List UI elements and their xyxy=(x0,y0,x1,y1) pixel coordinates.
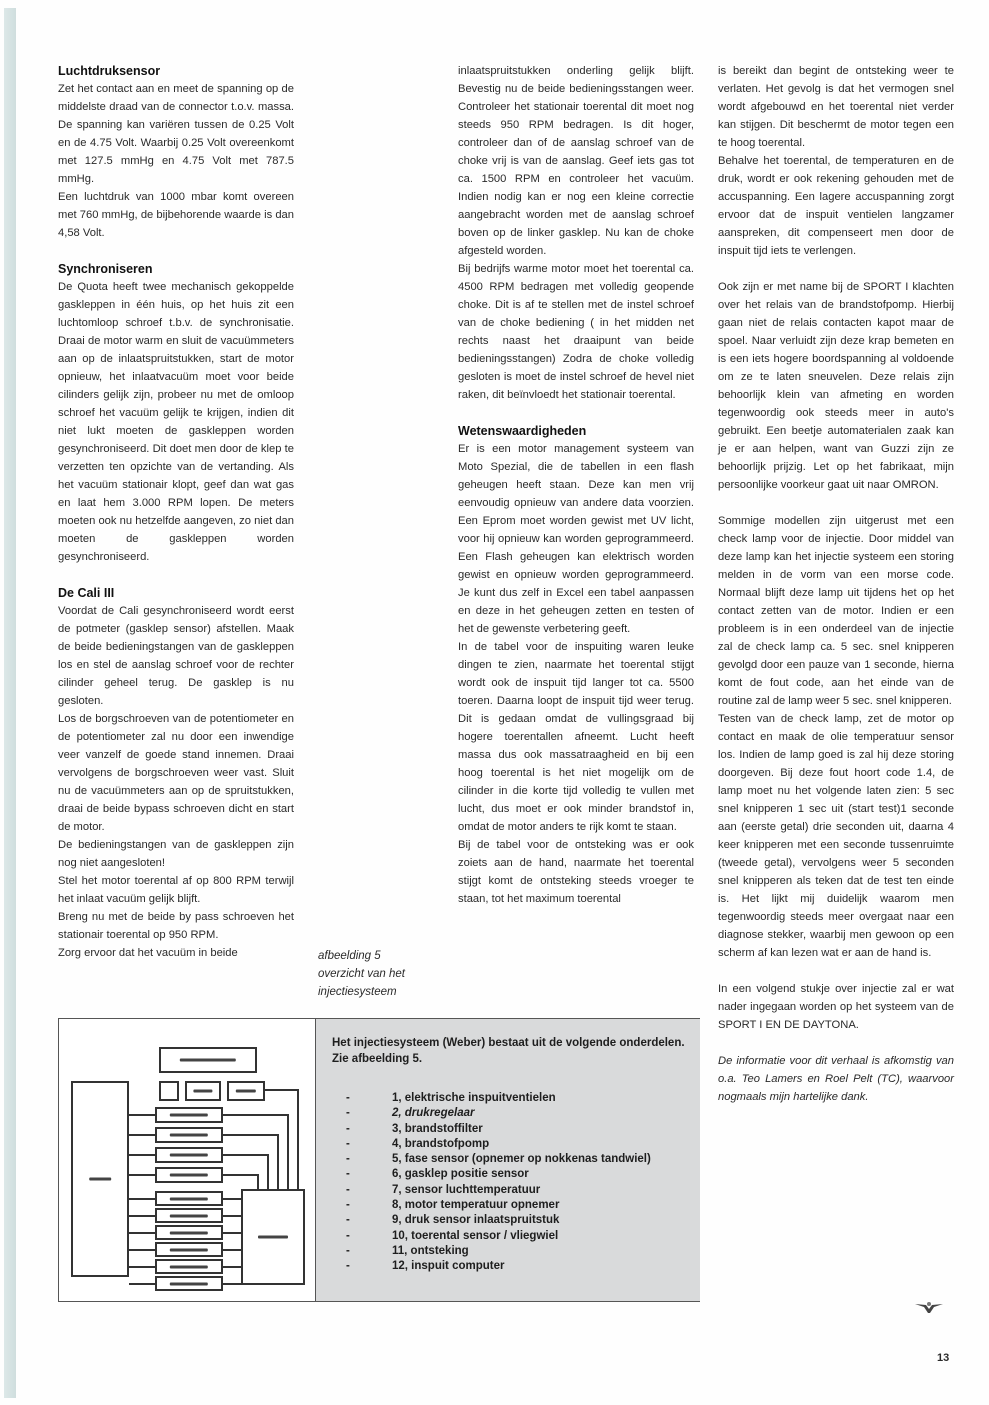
paragraph: Sommige modellen zijn uitgerust met een check lamp voor de injectie. Door middel van deze lamp kan het injectie systeem een storing melden in de vorm van een morse code. Normaal blijft deze lamp uit tijdens het op het contact zetten van de motor. Indien er een probleem is in een onderdeel van de injectie zal de check lamp ca. 5 sec. snel knipperen gevolgd door een pauze van 1 seconde, hierna komt de fout code, aan het einde van de routine zal de lamp weer 5 sec. snel knipperen. xyxy=(718,515,954,707)
eagle-logo-icon xyxy=(914,1300,944,1314)
column-2 xyxy=(458,62,694,908)
paragraph: Bij de tabel voor de ontsteking was er ook zoiets aan de hand, naarmate het toerental stijgt komt de ontsteking steeds vroeger te staan, tot het maximum toerental xyxy=(458,839,694,905)
figure-caption xyxy=(318,947,448,1001)
parts-list-item: - 9, druk sensor inlaatspruitstuk xyxy=(346,1214,560,1227)
column-3 xyxy=(718,62,954,1106)
diagram-box-sensor xyxy=(155,1208,223,1223)
page-number: 13 xyxy=(937,1352,950,1364)
caption-line: overzicht van het xyxy=(318,968,405,980)
diagram-box-injector-2 xyxy=(155,1127,223,1143)
diagram-box-motor xyxy=(71,1081,129,1277)
parts-list-title: Het injectiesysteem (Weber) bestaat uit de volgende onderdelen. Zie afbeelding 5. xyxy=(332,1037,685,1065)
parts-list-item: - 4, brandstofpomp xyxy=(346,1137,490,1150)
heading-luchtdruksensor: Luchtdruksensor xyxy=(58,64,161,78)
paragraph: Zorg ervoor dat het vacuüm in beide xyxy=(58,947,238,959)
paragraph: In de tabel voor de inspuiting waren leuke dingen te zien, naarmate het toerental stijgt wordt ook de inspuit tijd langer tot ca. 5500 toeren. Daarna loopt de inspuit tijd weer terug. Dit is gedaan omdat de vullingsgraad bij hogere toerentallen afneemt. Lucht heeft massa dus ook massatraagheid en bij een hoog toerental is het niet mogelijk om de cilinder in die korte tijd volledig te vullen met lucht, dus moet er ook minder brandstof in, omdat de motor anders te rijk komt te staan. xyxy=(458,641,694,833)
column-1 xyxy=(58,62,294,962)
paragraph: Ook zijn er met name bij de SPORT I klachten over het relais van de brandstofpomp. Hierbij gaan niet de relais contacten kapot maar de spoel. Naar verluidt zijn deze krap bemeten en is een iets hogere boordspanning al voldoende om ze te laten sneuvelen. Deze relais zijn behoorlijk klein van afmeting en worden tegenwoordig ook steeds meer in auto's gebruikt. Een beetje automaterialen zaak kan je er aan helpen, want van Guzzi zijn ze behoorlijk prijzig. Let op het fabrikaat, mijn persoonlijke voorkeur gaat uit naar OMRON. xyxy=(718,281,954,491)
paragraph: De Quota heeft twee mechanisch gekoppelde gaskleppen in één huis, op het huis zit een luchtomloop schroef t.b.v. de synchronisatie. Draai de motor warm en sluit de vacuümmeters aan op de inlaatspruitstukken, start de motor opnieuw, het inlaatvacuüm moet voor beide cilinders gelijk zijn, probeer nu met de omloop schroef het vacuüm gelijk te krijgen, indien dit niet lukt moeten de gaskleppen worden gesynchroniseerd. Dit doet men door de klep te verzetten ten opzichte van de vertanding. Als het vacuüm stationair klopt, geef dan wat gas en laat hem 3.000 RPM lopen. De meters moeten ook nu hetzelfde aangeven, zo niet dan moeten de gaskleppen worden gesynchroniseerd. xyxy=(58,281,294,563)
parts-list-item: - 6, gasklep positie sensor xyxy=(346,1168,529,1181)
paragraph: is bereikt dan begint de ontsteking weer te verlaten. Het gevolg is dat het vermogen snel wordt afgebouwd en het toerental niet verder kan stijgen. Dit beschermt de motor tegen een te hoog toerental. xyxy=(718,65,954,149)
paragraph: Er is een motor management systeem van Moto Spezial, die de tabellen in een flash geheugen heeft staan. Deze kan men vrij eenvoudig opnieuw van andere data voorzien. Een Eprom moet worden gewist met UV licht, voor hij opnieuw kan worden geprogrammeerd. Een Flash geheugen kan elektrisch worden gewist en opnieuw worden geprogrammeerd. Je kunt dus zelf in Excel een tabel aanpassen en deze in het geheugen zetten en testen of het de gewenste verbetering geeft. xyxy=(458,443,694,635)
paragraph: Breng nu met de beide by pass schroeven het stationair toerental op 950 RPM. xyxy=(58,911,294,941)
diagram-box-sensor xyxy=(155,1191,223,1206)
parts-list-item: - 5, fase sensor (opnemer op nokkenas tandwiel) xyxy=(346,1153,651,1166)
parts-list-item: - 10, toerental sensor / vliegwiel xyxy=(346,1229,559,1242)
parts-list-item: - 12, inspuit computer xyxy=(346,1260,505,1273)
diagram-box-filter xyxy=(159,1081,179,1101)
diagram-box-tank xyxy=(159,1047,257,1073)
paragraph: De bedieningstangen van de gaskleppen zijn nog niet aangesloten! xyxy=(58,839,294,869)
parts-list-item: - 1, elektrische inspuitventielen xyxy=(346,1092,556,1104)
page-edge-strip xyxy=(4,8,16,1398)
parts-list-item: - 3, brandstoffilter xyxy=(346,1122,483,1135)
diagram-box-ecu xyxy=(241,1189,305,1285)
diagram-box-sensor xyxy=(155,1259,223,1274)
parts-list-item: - 11, ontsteking xyxy=(346,1244,469,1257)
paragraph: Een luchtdruk van 1000 mbar komt overeen met 760 mmHg, de bijbehorende waarde is dan 4,58 Volt. xyxy=(58,191,294,239)
paragraph: Voordat de Cali gesynchroniseerd wordt eerst de potmeter (gasklep sensor) afstellen. Maak de beide bedieningstangen van de gaskleppen los en stel de aanslag schroef voor de rechter cilinder geheel terug. De gasklep is nu gesloten. xyxy=(58,605,294,707)
diagram-box-ignition-2 xyxy=(155,1167,223,1183)
injection-system-figure xyxy=(58,1018,700,1302)
paragraph: Zet het contact aan en meet de spanning op de middelste draad van de connector t.o.v. massa. De spanning kan variëren tussen de 0.25 Volt en de 4.75 Volt. Waarbij 0.25 Volt overeenkomt met 127.5 mmHg en 4.75 Volt met 787.5 mmHg. xyxy=(58,83,294,185)
paragraph: Behalve het toerental, de temperaturen en de druk, wordt er ook rekening gehouden met de accuspanning. Een lagere accuspanning zorgt ervoor dat de inspuit ventielen langzamer aanspreken, dit compenseert men door de inspuit tijd iets te verlengen. xyxy=(718,155,954,257)
paragraph: Stel het motor toerental af op 800 RPM terwijl het inlaat vacuüm gelijk blijft. xyxy=(58,875,294,905)
diagram-box-sensor xyxy=(155,1242,223,1257)
credit-note: De informatie voor dit verhaal is afkomstig van o.a. Teo Lamers en Roel Pelt (TC), waarvoor nogmaals mijn hartelijke dank. xyxy=(718,1055,954,1103)
heading-cali-iii: De Cali III xyxy=(58,586,115,600)
paragraph: In een volgend stukje over injectie zal er wat nader ingegaan worden op het systeem van de SPORT I EN DE DAYTONA. xyxy=(718,983,954,1031)
parts-list-panel xyxy=(315,1019,700,1301)
paragraph: Los de borgschroeven van de potentiometer en de potentiometer zal nu door een inwendige veer vanzelf de goede stand innemen. Draai vervolgens de borgschroeven weer vast. Sluit nu de vacuümmeters aan op de spruitstukken, draai de beide bypass schroeven dicht en start de motor. xyxy=(58,713,294,833)
caption-line: afbeelding 5 xyxy=(318,950,381,962)
diagram-box-sensor xyxy=(155,1276,223,1291)
heading-synchroniseren: Synchroniseren xyxy=(58,262,153,276)
diagram-box-sensor xyxy=(155,1225,223,1240)
parts-list-item: - 8, motor temperatuur opnemer xyxy=(346,1199,560,1212)
parts-list-item: - 2, drukregelaar xyxy=(346,1107,475,1120)
diagram-box-pump xyxy=(227,1081,265,1101)
diagram-box-injector-1 xyxy=(155,1107,223,1123)
heading-wetenswaardigheden: Wetenswaardigheden xyxy=(458,424,587,438)
parts-list-item: - 7, sensor luchttemperatuur xyxy=(346,1183,541,1196)
paragraph: Bij bedrijfs warme motor moet het toerental ca. 4500 RPM bedragen met volledig geopende choke. Dit is af te stellen met de instel schroef van de choke bediening ( in het midden net rechts naast het draaipunt van beide bedieningsstangen) Zodra de choke volledig gesloten is moet de instel schroef de hevel niet raken, dit beïnvloedt het stationair toerental. xyxy=(458,263,694,401)
paragraph: Testen van de check lamp, zet de motor op contact en maak de olie temperatuur sensor los. Indien de lamp goed is zal hij deze storing doorgeven. Bij deze fout hoort code 1.4, de lamp moet nu het volgende laten zien: 5 sec snel knipperen 1 sec uit (start test)1 seconde aan (eerste getal) drie seconden uit, daarna 4 keer knipperen met een seconde tussenruimte (tweede getal), vervolgens weer 5 seconden snel knipperen als teken dat de test ten einde is. Het lijkt mij duidelijk waarom men tegenwoordig steeds meer overgaat naar een diagnose stekker, waarbij men gewoon op een scherm af kan lezen wat er aan de hand is. xyxy=(718,713,954,959)
paragraph: inlaatspruitstukken onderling gelijk blijft. Bevestig nu de beide bedieningsstangen weer. Controleer het stationair toerental dit moet nog steeds 950 RPM bedragen. Is dit hoger, controleer dan of de aanslag schroef van de choke vrij is van de aanslag. Geef iets gas tot ca. 1500 RPM en controleer het vacuüm. Indien nodig kan er nog een kleine correctie aangebracht worden met de aanslag schroef boven op de linker gasklep. Nu kan de choke afgesteld worden. xyxy=(458,65,694,257)
diagram-box-ignition-1 xyxy=(155,1147,223,1163)
caption-line: injectiesysteem xyxy=(318,986,397,998)
block-diagram xyxy=(59,1019,315,1301)
diagram-box-regulator xyxy=(185,1081,221,1101)
parts-list xyxy=(346,1091,651,1275)
